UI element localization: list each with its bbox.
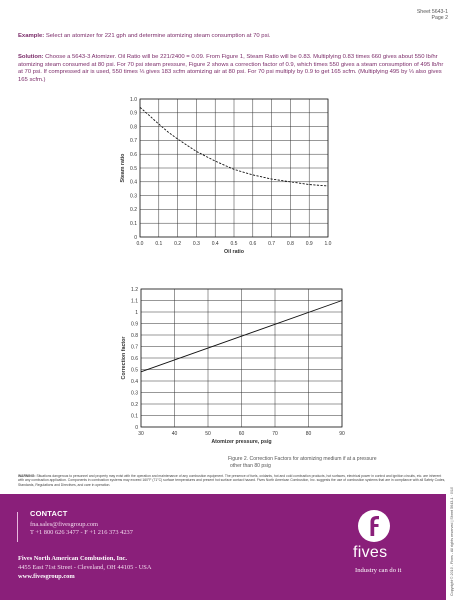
- chart2-y-tick-label: 0: [135, 424, 138, 431]
- company-website-link[interactable]: www.fivesgroup.com: [18, 573, 75, 580]
- chart1-y-tick-label: 0.5: [130, 165, 137, 172]
- chart2-y-tick-label: 1.2: [131, 286, 138, 293]
- chart2-x-tick-label: 40: [171, 431, 178, 437]
- contact-divider: [17, 512, 18, 542]
- chart2-x-axis-label: Atomizer pressure, psig: [211, 439, 272, 445]
- chart1-x-tick-label: 0.3: [192, 241, 200, 247]
- chart1-x-axis-label: Oil ratio: [223, 249, 245, 255]
- company-name: Fives North American Combustion, Inc.: [18, 555, 127, 562]
- figure-1-steam-ratio-chart: [0, 88, 464, 263]
- chart1-x-tick-label: 0.5: [230, 241, 238, 247]
- chart2-y-axis-label: Correction factor: [121, 336, 127, 380]
- chart1-y-tick-label: 0.8: [130, 124, 137, 131]
- chart1-y-tick-label: 0.1: [130, 221, 137, 227]
- example-text: Select an atomizer for 221 gph and determine atomizing steam consumption at 70 psi.: [44, 33, 271, 39]
- caption-line-1: Figure 2. Correction Factors for atomizing medium if at a pressure: [228, 456, 377, 462]
- chart2-y-tick-label: 0.9: [131, 321, 138, 328]
- copyright-notice: Copyright © 2010 - Fives - All rights reserved | Sheet 5643-1 · 0/10: [450, 486, 454, 596]
- contact-email-link[interactable]: fna.sales@fivesgroup.com: [30, 521, 98, 528]
- solution-text: Choose a 5643-3 Atomizer. Oil Ratio will be 221/2400 = 0.09. From Figure 1, Steam Ratio will be 0.83. Multiplying 0.83 times 660 gives about 550 lb/hr atomizing steam consumed at 80 psi. For 70 psi steam pressure, Figure 2 shows a correction factor of 0.9, which times 550 gives a steam consumption of 495 lb/hr at 70 psi. If compressed air is used, 550 times ⅓ gives 183 scfm atomizing air at 80 psi. For 70 psi multiply by 0.9 to get 165 scfm. (Multiplying 495 by ⅓ also gives 165 scfm.): [18, 54, 444, 83]
- chart1-x-tick-label: 0.1: [155, 241, 163, 247]
- fives-tagline: Industry can do it: [355, 567, 402, 574]
- solution-label: Solution:: [18, 54, 44, 60]
- warning-text: Situations dangerous to personnel and property may exist with the operation and maintenance of any combustion equipment. The presence of fuels, oxidants, hot and cold combustion products, hot surfaces, electrical power in control and ignition circuits, etc. are inherent with any combustion application. Components in combustion systems may exceed 160°F (71°C) surface temperatures and present hot surface contact hazard. Fives North American Combustion, Inc. suggests the use of combustion systems that are in compliance with all Safety Codes, Standards, Regulations and Directives, and care in operation.: [18, 474, 446, 487]
- chart2-y-tick-label: 0.6: [131, 355, 138, 362]
- chart2-y-tick-label: 0.1: [131, 413, 138, 420]
- company-address: 4455 East 71st Street - Cleveland, OH 44105 - USA: [18, 564, 152, 571]
- chart1-y-tick-label: 0.4: [130, 179, 137, 186]
- chart1-x-tick-label: 0.2: [174, 241, 182, 247]
- sheet-id: Sheet 5643-1: [416, 9, 448, 15]
- chart2-x-tick-label: 90: [339, 431, 345, 437]
- chart2-x-tick-label: 60: [238, 431, 245, 437]
- chart1-y-tick-label: 0.9: [130, 110, 137, 117]
- chart1-y-tick-label: 0.3: [130, 193, 137, 200]
- sheet-number: [417, 9, 448, 21]
- chart1-x-tick-label: 0.9: [305, 241, 313, 247]
- contact-phone: T +1 800 626 3477 - F +1 216 373 4237: [30, 529, 133, 536]
- solution-paragraph: [18, 54, 446, 84]
- chart1-y-axis-label: Steam ratio: [120, 153, 126, 183]
- fives-logo-wordmark: fives: [353, 544, 388, 561]
- chart2-y-tick-label: 0.8: [131, 332, 138, 339]
- warning-notice: [18, 474, 446, 487]
- chart1-y-tick-label: 0.7: [130, 138, 137, 145]
- chart2-y-tick-label: 1.1: [131, 298, 138, 305]
- chart2-x-tick-label: 50: [205, 431, 211, 437]
- caption-line-2: other than 80 psig: [230, 462, 271, 469]
- chart2-y-tick-label: 0.7: [131, 344, 138, 351]
- chart2-y-tick-label: 0.2: [131, 401, 138, 408]
- fives-logo-icon: [358, 510, 390, 542]
- chart1-y-tick-label: 0: [134, 234, 137, 241]
- chart2-x-tick-label: 70: [272, 431, 278, 437]
- figure-2-caption: [228, 456, 378, 469]
- chart2-x-tick-label: 30: [138, 431, 144, 437]
- footer: [0, 494, 464, 600]
- footer-band: [0, 494, 446, 600]
- chart1-x-tick-label: 0.0: [136, 241, 144, 247]
- chart1-x-tick-label: 0.6: [249, 241, 257, 247]
- chart1-y-tick-label: 0.2: [130, 207, 137, 214]
- chart1-y-tick-label: 1.0: [130, 96, 137, 103]
- contact-title: CONTACT: [30, 509, 68, 518]
- example-label: Example:: [18, 33, 45, 39]
- chart2-x-tick-label: 80: [305, 431, 312, 437]
- figure-2-correction-factor-chart: [0, 278, 464, 456]
- chart2-y-tick-label: 1: [135, 309, 138, 316]
- warning-label: WARNING:: [18, 474, 36, 478]
- chart2-y-tick-label: 0.3: [131, 390, 138, 397]
- chart1-x-tick-label: 0.7: [268, 241, 276, 247]
- chart1-x-tick-label: 1.0: [324, 241, 332, 247]
- chart1-y-tick-label: 0.6: [130, 152, 137, 158]
- example-paragraph: [18, 33, 446, 41]
- chart1-x-tick-label: 0.8: [286, 241, 294, 247]
- chart1-x-tick-label: 0.4: [211, 241, 219, 247]
- chart2-y-tick-label: 0.5: [131, 367, 138, 374]
- chart2-y-tick-label: 0.4: [131, 378, 138, 385]
- page-number: Page 2: [431, 15, 448, 22]
